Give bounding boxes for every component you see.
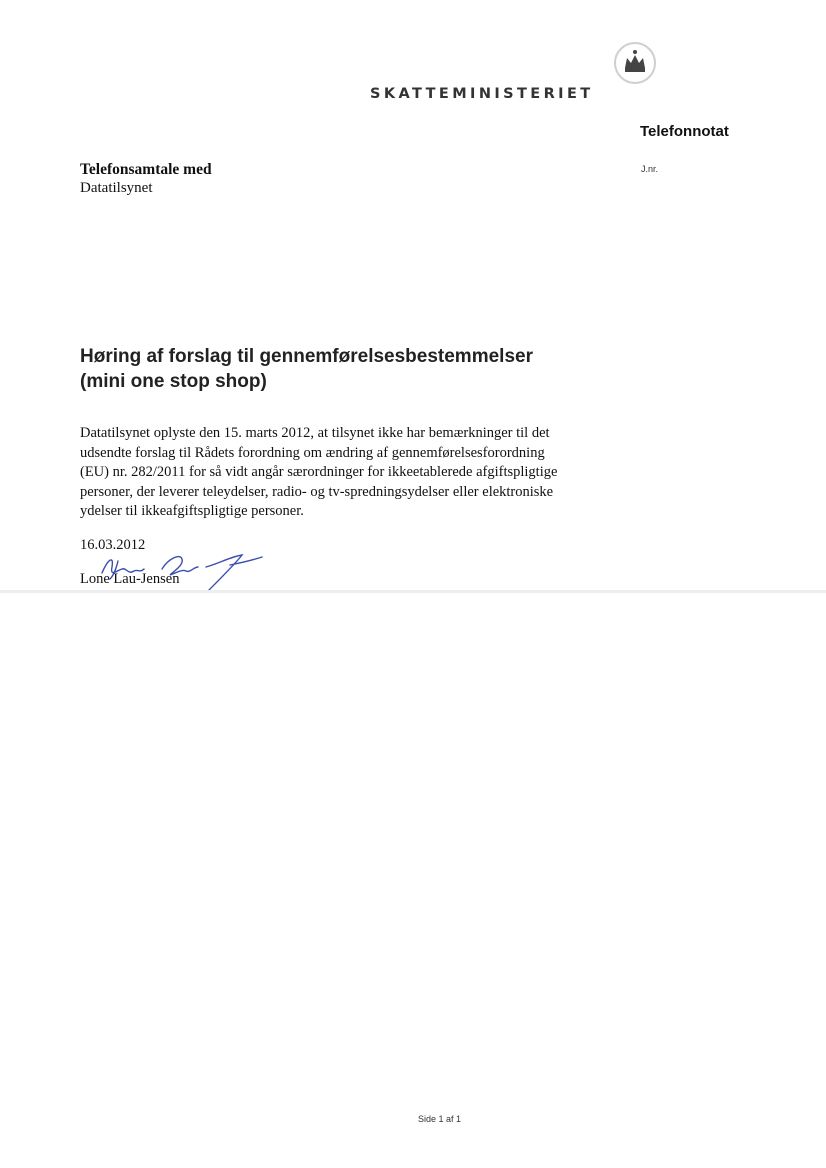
body-line: (EU) nr. 282/2011 for så vidt angår særordninger for ikkeetablerede afgiftspligtige <box>80 464 558 480</box>
journal-number-label: J.nr. <box>641 164 659 174</box>
title-line: Høring af forslag til gennemførelsesbestemmelser <box>80 346 533 367</box>
ministry-logo-text: SKATTEMINISTERIET <box>370 86 594 102</box>
title-line: (mini one stop shop) <box>80 371 267 392</box>
body-line: udsendte forslag til Rådets forordning om ændring af gennemførelsesforordning <box>80 444 545 461</box>
body-line: ydelser til ikkeafgiftspligtige personer. <box>80 503 304 519</box>
document-type: Telefonnotat <box>640 123 729 140</box>
conversation-party: Datatilsynet <box>80 180 153 196</box>
body-paragraph <box>80 424 625 522</box>
conversation-label: Telefonsamtale med <box>80 161 212 178</box>
crown-emblem-icon <box>612 40 658 86</box>
body-line: Datatilsynet oplyste den 15. marts 2012, at tilsynet ikke har bemærkninger til det <box>80 425 550 441</box>
document-title <box>80 344 640 394</box>
page-indicator: Side 1 af 1 <box>418 1114 462 1124</box>
signoff-date: 16.03.2012 <box>80 537 146 553</box>
body-line: personer, der leverer teleydelser, radio- og tv-spredningsydelser eller elektroniske <box>80 483 554 500</box>
signatory-name: Lone Lau-Jensen <box>80 571 180 587</box>
scan-fold-line <box>0 590 826 593</box>
